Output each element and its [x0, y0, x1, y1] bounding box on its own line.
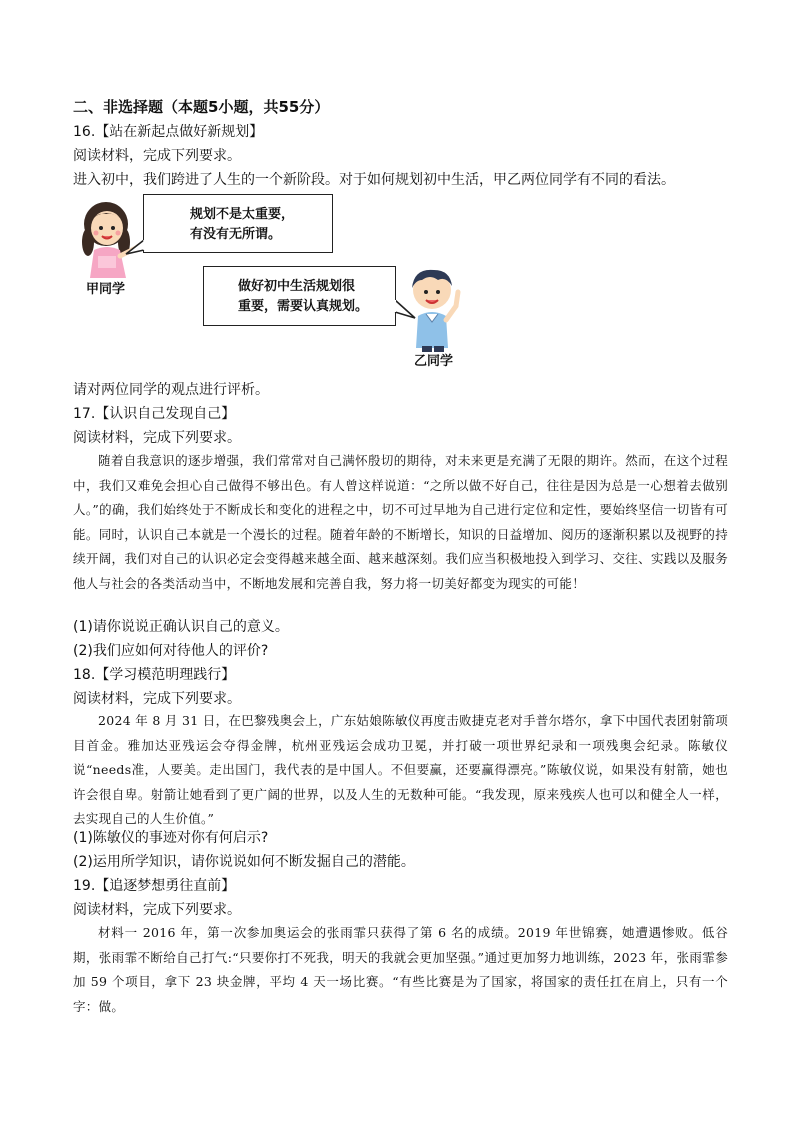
- boy-student-illustration: [404, 262, 468, 354]
- section-title: 二、非选择题（本题5小题，共55分）: [73, 98, 330, 116]
- bubble-b-line-1: 做好初中生活规划很: [238, 279, 356, 294]
- student-a-label: 甲同学: [86, 282, 126, 297]
- q18-material-text: 2024 年 8 月 31 日，在巴黎残奥会上，广东姑娘陈敏仪再度击败捷克老对手普尔塔尔，拿下中国代表团射箭项目首金。雅加达亚残运会夺得金牌，杭州亚残运会成功卫冕，并打破一项世界纪录和一项残奥会纪录。陈敏仪说“needs准，人要美。走出国门，我代表的是中国人。不但要赢，还要赢得漂亮。”陈敏仪说，如果没有射箭，她也许会很自卑。射箭让她看到了更广阔的世界，以及人生的无数种可能。“我发现，原来残疾人也可以和健全人一样，去实现自己的人生价值。”: [73, 713, 728, 826]
- speech-bubble-b: [203, 266, 396, 326]
- q18-instruction: 阅读材料，完成下列要求。: [73, 691, 241, 707]
- q18-material: [73, 709, 728, 832]
- q19-instruction: 阅读材料，完成下列要求。: [73, 902, 241, 918]
- q18-sub-question-2: (2)运用所学知识，请你说说如何不断发掘自己的潜能。: [73, 854, 415, 870]
- q17-instruction: 阅读材料，完成下列要求。: [73, 430, 241, 446]
- q17-material: [73, 449, 728, 596]
- q19-heading: 19.【追逐梦想勇往直前】: [73, 878, 236, 894]
- q17-heading: 17.【认识自己发现自己】: [73, 406, 236, 422]
- q16-instruction: 阅读材料，完成下列要求。: [73, 148, 241, 164]
- q19-material-text: 材料一 2016 年，第一次参加奥运会的张雨霏只获得了第 6 名的成绩。2019 年世锦赛，她遭遇惨败。低谷期，张雨霏不断给自己打气:“只要你打不死我，明天的我就会更加坚强。”通过更加努力地训练，2023 年，张雨霏参加 59 个项目，拿下 23 块金牌，平均 4 天一场比赛。“有些比赛是为了国家，将国家的责任扛在肩上，只有一个字：做。: [73, 925, 728, 1014]
- q16-intro: 进入初中，我们跨进了人生的一个新阶段。对于如何规划初中生活，甲乙两位同学有不同的看法。: [73, 172, 675, 188]
- bubble-a-tail: [124, 238, 146, 258]
- speech-bubble-a: [143, 194, 333, 253]
- bubble-a-line-1: 规划不是太重要，: [190, 207, 295, 222]
- q16-question: 请对两位同学的观点进行评析。: [73, 382, 269, 398]
- q17-sub-question-2: (2)我们应如何对待他人的评价?: [73, 643, 269, 659]
- q17-material-text: 随着自我意识的逐步增强，我们常常对自己满怀殷切的期待，对未来更是充满了无限的期许。然而，在这个过程中，我们又难免会担心自己做得不够出色。有人曾这样说道：“之所以做不好自己，往往是因为总是一心想着去做别人。”的确，我们始终处于不断成长和变化的进程之中，切不可过早地为自己进行定位和定性，要始终坚信一切皆有可能。同时，认识自己本就是一个漫长的过程。随着年龄的不断增长，知识的日益增加、阅历的逐渐积累以及视野的持续开阔，我们对自己的认识必定会变得越来越全面、越来越深刻。我们应当积极地投入到学习、交往、实践以及服务他人与社会的各类活动当中，不断地发展和完善自我，努力将一切美好都变为现实的可能！: [73, 453, 728, 591]
- q19-material: [73, 921, 728, 1019]
- student-b-label: 乙同学: [414, 354, 454, 369]
- q18-sub-question-1: (1)陈敏仪的事迹对你有何启示?: [73, 830, 269, 846]
- bubble-b-line-2: 重要，需要认真规划。: [238, 299, 369, 314]
- q18-heading: 18.【学习模范明理践行】: [73, 667, 236, 683]
- q16-heading: 16.【站在新起点做好新规划】: [73, 124, 264, 140]
- bubble-a-line-2: 有没有无所谓。: [190, 227, 282, 242]
- q17-sub-question-1: (1)请你说说正确认识自己的意义。: [73, 619, 289, 635]
